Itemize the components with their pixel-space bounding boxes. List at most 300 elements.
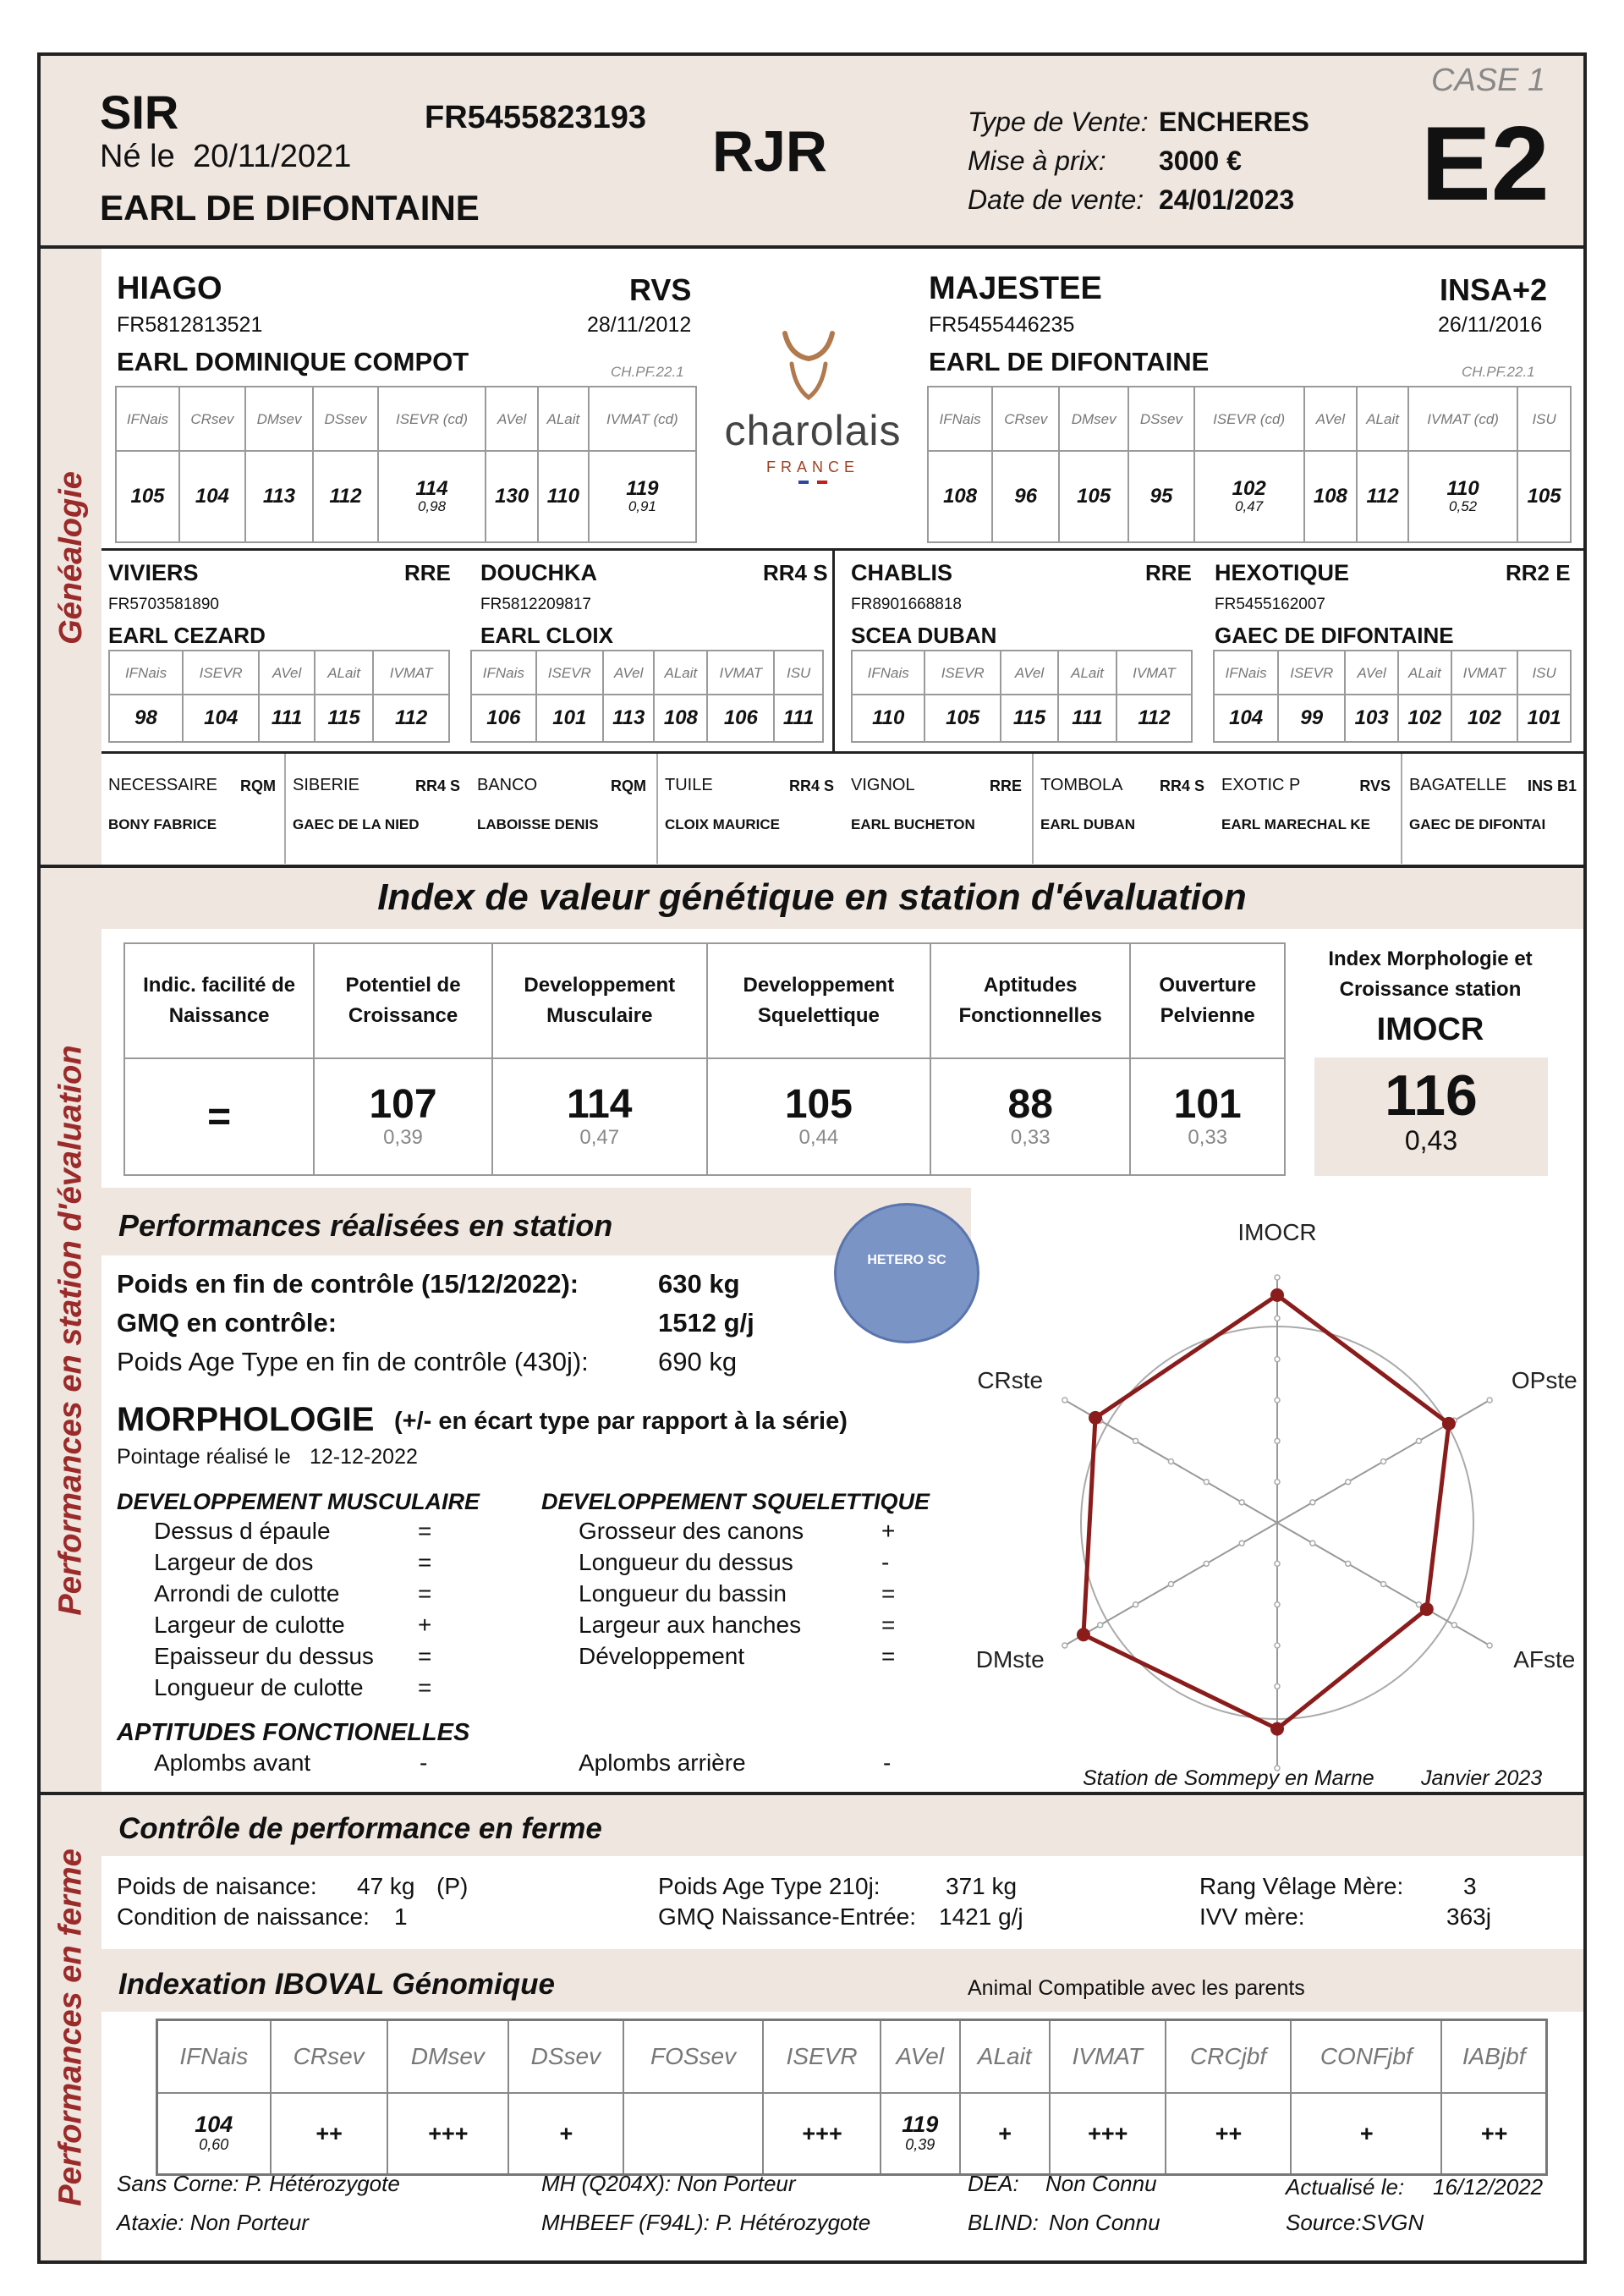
grandparent-qualification: RR4 S (763, 560, 828, 585)
great-grandparent-name: BAGATELLE (1409, 776, 1507, 794)
sale-type-label: Type de Vente: (968, 107, 1149, 137)
iboval-cell (881, 2093, 960, 2175)
index-header: ISEVR (cd) (1194, 387, 1304, 451)
age-210-value: 371 kg (946, 1873, 1018, 1899)
index-value: 108 (943, 485, 978, 508)
index-value: 113 (262, 485, 296, 508)
radar-tick (1204, 1561, 1209, 1566)
morpho-item-value: + (418, 1612, 432, 1638)
index-value: 102 (1232, 477, 1266, 500)
morpho-item-value: = (418, 1518, 432, 1544)
iboval-cell (763, 2093, 880, 2175)
grandparent-id: FR8901668818 (851, 596, 962, 613)
divider (832, 548, 835, 753)
index-header: ISEVR (cd) (378, 387, 486, 451)
station-cell (1130, 1058, 1285, 1175)
index-header: IVMAT (373, 651, 449, 695)
radar-tick (1168, 1582, 1173, 1587)
index-value: 105 (130, 485, 165, 508)
morpho-item-label: Largeur de culotte (154, 1612, 345, 1638)
index-header: ISEVR (1278, 651, 1345, 695)
iboval-header: FOSsev (623, 2020, 764, 2093)
morpho-item (154, 1518, 442, 1548)
index-header: ISU (1517, 651, 1571, 695)
station-cd: 0,33 (1188, 1126, 1228, 1149)
index-header: IVMAT (cd) (1408, 387, 1517, 451)
index-header: DSsev (1128, 387, 1194, 451)
great-grandparent (1401, 754, 1582, 864)
birth-weight-value: 47 kg (357, 1873, 415, 1899)
sire-id: FR5812813521 (117, 313, 263, 337)
calving-rank-value: 3 (1463, 1873, 1477, 1899)
grandparent-index-table (851, 650, 1193, 743)
station-cd: 0,33 (1010, 1126, 1051, 1149)
index-cell (1194, 451, 1304, 542)
station-value: = (207, 1094, 232, 1140)
morpho-item-label: Dessus d épaule (154, 1518, 331, 1544)
imocr-label: Index Morphologie et Croissance station (1328, 948, 1533, 1001)
index-header: ISU (774, 651, 823, 695)
grandparent-breeder: EARL CEZARD (108, 623, 266, 648)
index-cell (313, 451, 377, 542)
index-value: 102 (1398, 695, 1451, 742)
iboval-value: +++ (1087, 2120, 1127, 2146)
iboval-header: DMsev (387, 2020, 508, 2093)
dam-date: 26/11/2016 (1438, 313, 1543, 337)
index-value: 119 (626, 477, 659, 500)
morpho-item-value: + (881, 1518, 896, 1544)
morpho-date-label: Pointage réalisé le (117, 1445, 291, 1469)
radar-axis-label: OPste (1511, 1367, 1577, 1393)
great-grandparent-qualification: RVS (1359, 777, 1391, 794)
great-grandparent-qualification: INS B1 (1527, 777, 1577, 794)
iboval-cell (271, 2093, 387, 2175)
qualification-code: RJR (712, 119, 828, 184)
station-cell (314, 1058, 492, 1175)
aplombs-avant-label: Aplombs avant (154, 1749, 311, 1776)
sale-date-label: Date de vente: (968, 184, 1144, 215)
dam-index-table (927, 386, 1572, 543)
index-header: IVMAT (1116, 651, 1192, 695)
index-header: ALait (1058, 651, 1116, 695)
great-grandparents-row (102, 754, 1583, 864)
grandparent-id: FR5812209817 (480, 596, 591, 613)
iboval-cell (508, 2093, 623, 2175)
index-cell (1304, 451, 1358, 542)
station-value: 107 (369, 1082, 437, 1127)
radar-tick (1275, 1643, 1280, 1648)
calving-rank-label: Rang Vêlage Mère: (1199, 1873, 1404, 1899)
index-value: 104 (183, 695, 259, 742)
iboval-value: + (997, 2120, 1012, 2146)
index-cell (116, 451, 179, 542)
index-value: 108 (1313, 485, 1347, 508)
great-grandparent-qualification: RRE (989, 777, 1022, 794)
age-weight-value: 690 kg (658, 1347, 738, 1376)
great-grandparent-name: TUILE (665, 776, 713, 794)
morpho-item (154, 1549, 442, 1579)
radar-tick (1062, 1398, 1067, 1403)
imocr-code: IMOCR (1376, 1012, 1484, 1047)
index-cell (1517, 451, 1571, 542)
index-value: 112 (1366, 485, 1399, 508)
radar-point (1077, 1628, 1090, 1641)
iboval-value: + (558, 2120, 573, 2146)
dam-name: MAJESTEE (929, 271, 1102, 306)
gmq-birth-label: GMQ Naissance-Entrée: (658, 1903, 916, 1930)
index-cell (538, 451, 589, 542)
index-value: 112 (373, 695, 449, 742)
station-header: Developpement Musculaire (492, 943, 707, 1058)
divider (102, 548, 1583, 551)
great-grandparent-breeder: LABOISSE DENIS (477, 816, 599, 832)
index-header: AVel (1345, 651, 1398, 695)
index-header: DMsev (245, 387, 314, 451)
radar-series-line (1084, 1295, 1449, 1729)
sire-date: 28/11/2012 (587, 313, 692, 337)
station-cd: 0,39 (383, 1126, 423, 1149)
imocr-cd: 0,43 (1404, 1125, 1458, 1156)
morpho-item-value: = (418, 1580, 432, 1607)
index-header: ALait (1357, 387, 1408, 451)
iboval-value: ++ (315, 2120, 343, 2146)
great-grandparent-breeder: EARL MARECHAL KE (1221, 816, 1370, 832)
index-header: ISEVR (536, 651, 603, 695)
radar-axis-label: AFste (1513, 1646, 1576, 1673)
station-value: 101 (1173, 1082, 1242, 1127)
index-header: ISU (1517, 387, 1571, 451)
blind-label: BLIND: (968, 2210, 1039, 2235)
morpho-item-label: Largeur de dos (154, 1549, 314, 1575)
great-grandparent-breeder: GAEC DE LA NIED (293, 816, 420, 832)
index-value: 96 (1014, 485, 1038, 508)
iboval-value: ++ (1215, 2120, 1242, 2146)
radar-tick (1381, 1459, 1386, 1464)
iboval-header: IVMAT (1050, 2020, 1166, 2093)
radar-tick (1275, 1438, 1280, 1443)
iboval-header: CRCjbf (1166, 2020, 1291, 2093)
radar-tick (1062, 1643, 1067, 1648)
index-header: IVMAT (1451, 651, 1518, 695)
radar-tick (1310, 1500, 1315, 1505)
index-header: ALait (315, 651, 373, 695)
grandparent-index-table (1213, 650, 1572, 743)
station-cd: 0,44 (798, 1126, 839, 1149)
logo-text: charolais (724, 407, 902, 454)
iboval-header: CONFjbf (1291, 2020, 1441, 2093)
dam-id: FR5455446235 (929, 313, 1075, 337)
iboval-cell (960, 2093, 1050, 2175)
radar-point (1420, 1602, 1434, 1616)
index-header: IFNais (1214, 651, 1278, 695)
iboval-cell (157, 2093, 271, 2175)
station-cell (707, 1058, 930, 1175)
radar-tick (1275, 1602, 1280, 1607)
gmq-value: 1512 g/j (658, 1308, 754, 1338)
index-cell (1059, 451, 1128, 542)
iboval-header: IABjbf (1441, 2020, 1546, 2093)
index-value: 111 (259, 695, 315, 742)
index-header: IFNais (471, 651, 536, 695)
morpho-item-label: Développement (579, 1643, 745, 1669)
great-grandparent-breeder: BONY FABRICE (108, 816, 217, 832)
index-value: 110 (852, 695, 924, 742)
sire-index-table (115, 386, 697, 543)
iboval-table (156, 2019, 1548, 2176)
index-value: 106 (471, 695, 536, 742)
side-label-genealogy: Généalogie (52, 470, 89, 645)
animal-id: FR5455823193 (425, 100, 646, 135)
radar-tick (1275, 1275, 1280, 1280)
index-cell (245, 451, 314, 542)
weight-value: 630 kg (658, 1269, 740, 1299)
radar-tick (1204, 1480, 1209, 1485)
skeletal-title: DEVELOPPEMENT SQUELETTIQUE (541, 1489, 930, 1514)
iboval-value: +++ (427, 2120, 469, 2146)
index-cd: 0,91 (628, 498, 656, 514)
ivv-value: 363j (1446, 1903, 1491, 1930)
grandparent-breeder: EARL CLOIX (480, 623, 613, 648)
index-cell (486, 451, 538, 542)
radar-point (1270, 1722, 1284, 1736)
index-value: 112 (329, 485, 362, 508)
iboval-value: 104 (195, 2112, 233, 2138)
logo-sub: FRANCE (765, 459, 859, 475)
index-header: IFNais (109, 651, 183, 695)
station-value: 105 (784, 1082, 853, 1127)
index-header: AVel (603, 651, 654, 695)
great-grandparent-qualification: RQM (611, 777, 646, 794)
iboval-value: +++ (801, 2120, 842, 2146)
index-header: AVel (1001, 651, 1058, 695)
flag-red (817, 481, 827, 484)
radar-tick (1275, 1398, 1280, 1403)
morpho-item-value: - (881, 1549, 890, 1575)
morpho-item-value: = (881, 1643, 896, 1669)
great-grandparent-qualification: RR4 S (1159, 777, 1204, 794)
morpho-item (579, 1549, 917, 1579)
muscle-title: DEVELOPPEMENT MUSCULAIRE (117, 1489, 480, 1514)
index-value: 111 (774, 695, 823, 742)
grandparent-index-table (108, 650, 450, 743)
index-value: 103 (1345, 695, 1398, 742)
great-grandparent (284, 754, 465, 864)
morpho-item-label: Largeur aux hanches (579, 1612, 802, 1638)
sire-breeder: EARL DOMINIQUE COMPOT (117, 347, 469, 376)
ivv-label: IVV mère: (1199, 1903, 1305, 1930)
radar-tick (1275, 1480, 1280, 1485)
radar-tick (1098, 1623, 1103, 1628)
station-header: Ouverture Pelvienne (1130, 943, 1285, 1058)
morpho-date: 12-12-2022 (310, 1445, 418, 1469)
iboval-header: AVel (881, 2020, 960, 2093)
index-cd: 0,52 (1449, 498, 1478, 514)
iboval-value: 119 (902, 2112, 939, 2138)
radar-footer-date: Janvier 2023 (1421, 1766, 1543, 1790)
index-header: DSsev (313, 387, 377, 451)
birth-date: 20/11/2021 (193, 139, 352, 174)
iboval-cell (1166, 2093, 1291, 2175)
grandparent-id: FR5703581890 (108, 596, 219, 613)
dea-value: Non Connu (1045, 2171, 1157, 2196)
morpho-item-label: Grosseur des canons (579, 1518, 804, 1544)
radar-tick (1275, 1357, 1280, 1362)
index-value: 112 (1116, 695, 1192, 742)
morpho-item-value: = (881, 1612, 896, 1638)
updated-label: Actualisé le: (1286, 2174, 1405, 2200)
great-grandparent-breeder: CLOIX MAURICE (665, 816, 780, 832)
side-label-station: Performances en station d'évaluation (52, 1044, 89, 1616)
grandparent-name: DOUCHKA (480, 560, 597, 585)
iboval-header: DSsev (508, 2020, 623, 2093)
radar-tick (1239, 1541, 1244, 1546)
index-value: 111 (1058, 695, 1116, 742)
side-label-farm: Performances en ferme (52, 1848, 89, 2206)
grandparent-qualification: RRE (404, 560, 451, 585)
case-number: CASE 1 (1431, 63, 1546, 98)
radar-axis-label: DMste (975, 1646, 1045, 1673)
index-value: 115 (1001, 695, 1058, 742)
aptitudes-title: APTITUDES FONCTIONELLES (117, 1719, 470, 1746)
index-value: 110 (546, 485, 580, 508)
dam-qualification: INSA+2 (1440, 272, 1548, 307)
index-header: ALait (1398, 651, 1451, 695)
grandparent-name: CHABLIS (851, 560, 952, 585)
index-value: 104 (195, 485, 229, 508)
grandparent-qualification: RRE (1145, 560, 1192, 585)
station-header: Indic. facilité de Naissance (124, 943, 314, 1058)
index-header: CRsev (992, 387, 1059, 451)
dam-ch: CH.PF.22.1 (1462, 364, 1535, 380)
bull-head-icon (707, 315, 919, 408)
sale-type: ENCHERES (1159, 107, 1309, 137)
station-header: Potentiel de Croissance (314, 943, 492, 1058)
aplombs-avant-value: - (420, 1749, 428, 1776)
iboval-cell (1441, 2093, 1546, 2175)
great-grandparent-name: EXOTIC P (1221, 776, 1301, 794)
sire-ch: CH.PF.22.1 (611, 364, 684, 380)
birth-condition-label: Condition de naissance: (117, 1903, 370, 1930)
station-index-table (123, 942, 1286, 1176)
station-header: Developpement Squelettique (707, 943, 930, 1058)
breeder: EARL DE DIFONTAINE (100, 188, 480, 228)
radar-tick (1310, 1541, 1315, 1546)
divider (41, 245, 1583, 249)
age-210-label: Poids Age Type 210j: (658, 1873, 881, 1899)
radar-tick (1416, 1438, 1421, 1443)
great-grandparent (102, 754, 281, 864)
mh-status: MH (Q204X): Non Porteur (541, 2171, 796, 2196)
dam-breeder: EARL DE DIFONTAINE (929, 347, 1210, 376)
birth-condition-value: 1 (394, 1903, 408, 1930)
station-cd: 0,47 (579, 1126, 620, 1149)
morpho-item-label: Arrondi de culotte (154, 1580, 340, 1607)
station-value: 114 (567, 1082, 633, 1127)
iboval-header: IFNais (157, 2020, 271, 2093)
index-value: 130 (495, 485, 529, 508)
great-grandparent-name: BANCO (477, 776, 538, 794)
iboval-header: ALait (960, 2020, 1050, 2093)
iboval-cd: 0,39 (905, 2136, 935, 2154)
radar-point (1270, 1288, 1284, 1302)
morpho-item-label: Longueur du bassin (579, 1580, 787, 1607)
index-value: 102 (1451, 695, 1518, 742)
index-value: 115 (315, 695, 373, 742)
index-header: IVMAT (cd) (589, 387, 696, 451)
great-grandparent-name: VIGNOL (851, 776, 915, 794)
index-value: 95 (1149, 485, 1173, 508)
radar-point (1442, 1417, 1456, 1431)
aplombs-arriere-value: - (883, 1749, 892, 1776)
index-cell (992, 451, 1059, 542)
sire-qualification: RVS (629, 272, 692, 307)
station-cell (930, 1058, 1130, 1175)
price: 3000 € (1159, 146, 1242, 176)
index-value: 101 (1517, 695, 1571, 742)
index-header: ISEVR (924, 651, 1001, 695)
station-cell (124, 1058, 314, 1175)
iboval-value: ++ (1480, 2120, 1507, 2146)
radar-chart (975, 1201, 1582, 1785)
great-grandparent-qualification: RR4 S (414, 777, 460, 794)
index-header: ISEVR (183, 651, 259, 695)
index-cell (928, 451, 992, 542)
morpho-title: MORPHOLOGIE (117, 1401, 375, 1438)
great-grandparent (844, 754, 1027, 864)
morpho-item (579, 1612, 917, 1642)
great-grandparent-qualification: RQM (240, 777, 276, 794)
iboval-cell (623, 2093, 764, 2175)
index-header: IFNais (116, 387, 179, 451)
grandparent-id: FR5455162007 (1215, 596, 1325, 613)
iboval-cd: 0,60 (199, 2136, 229, 2154)
hetero-badge (834, 1203, 979, 1343)
index-header: ALait (538, 387, 589, 451)
morpho-item-value: = (418, 1674, 432, 1700)
index-header: IFNais (928, 387, 992, 451)
radar-axis-label: CRste (977, 1367, 1044, 1393)
perf-title: Performances réalisées en station (118, 1208, 613, 1243)
morpho-item-label: Longueur du dessus (579, 1549, 793, 1575)
hetero-badge-label: HETERO SC (867, 1253, 946, 1267)
radar-tick (1275, 1684, 1280, 1689)
charolais-logo (707, 315, 919, 492)
great-grandparent-name: NECESSAIRE (108, 776, 217, 794)
radar-tick (1239, 1500, 1244, 1505)
animal-name: SIR (100, 85, 179, 139)
great-grandparent (1215, 754, 1396, 864)
iboval-cell (1050, 2093, 1166, 2175)
iboval-cell (387, 2093, 508, 2175)
morpho-item (579, 1518, 917, 1548)
index-cell (589, 451, 696, 542)
station-title: Index de valeur génétique en station d'évaluation (377, 876, 1247, 918)
imocr-value: 116 (1385, 1063, 1478, 1128)
aplombs-arriere-label: Aplombs arrière (579, 1749, 746, 1776)
compatibility-note: Animal Compatible avec les parents (968, 1976, 1305, 2000)
great-grandparent-name: TOMBOLA (1040, 776, 1123, 794)
index-cell (1357, 451, 1408, 542)
weight-label: Poids en fin de contrôle (15/12/2022): (117, 1269, 579, 1299)
station-value: 88 (1007, 1082, 1053, 1127)
great-grandparent-breeder: EARL BUCHETON (851, 816, 975, 832)
flag-blue (798, 481, 809, 484)
morpho-item (154, 1580, 442, 1611)
index-header: AVel (1304, 387, 1358, 451)
grandparent-breeder: SCEA DUBAN (851, 623, 997, 648)
great-grandparent-breeder: EARL DUBAN (1040, 816, 1136, 832)
grandparent-name: HEXOTIQUE (1215, 560, 1350, 585)
